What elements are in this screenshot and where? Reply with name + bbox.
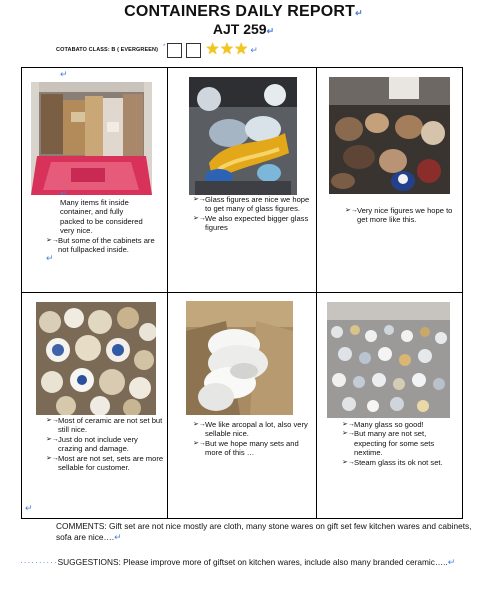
cell-4-text-1: Most of ceramic are not set but still nice. bbox=[58, 416, 163, 435]
grid-cell-4: ➢→ Most of ceramic are not set but still nice. ➢→ Just do not include very crazing and damage. ➢→ Most are not set, sets are more sellable for customer. ↵ bbox=[22, 292, 167, 519]
cell-5-text-2: But we hope many sets and more of this … bbox=[205, 438, 299, 458]
grid-cell-5: ➢→ We like arcopal a lot, also very sellable nice. ➢→ But we hope many sets and more of this … bbox=[167, 292, 316, 519]
cell-6-text-3: Steam glass its ok not set. bbox=[354, 457, 443, 467]
cell-2-text-1: Glass figures are nice we hope to get many of glass figures. bbox=[205, 195, 310, 214]
cell-1-text-2: But some of the cabinets are not fullpacked inside. bbox=[58, 235, 155, 255]
cell-3-text-1: Very nice figures we hope to get more like this. bbox=[357, 206, 453, 225]
class-row: COTABATO CLASS: B ( EVERGREEN) * ★★★ ↵ bbox=[56, 41, 258, 58]
comments-paragraph: COMMENTS: Gift set are not nice mostly are cloth, many stone wares on gift set few kitchen wares and cabinets, sofa are nice….↵ bbox=[56, 521, 472, 542]
star-rating-icon: ★★★ bbox=[205, 41, 249, 58]
ceramic-plates-photo bbox=[36, 302, 156, 415]
report-title: CONTAINERS DAILY REPORT↵ bbox=[124, 3, 363, 20]
photo-grid bbox=[21, 67, 463, 519]
cell-5-text-1: We like arcopal a lot, also very sellable nice. bbox=[205, 420, 308, 439]
figurines-photo bbox=[329, 77, 450, 194]
cell-2-text-2: We also expected bigger glass figures bbox=[205, 213, 309, 233]
steam-glass-photo bbox=[327, 302, 450, 418]
cell-6-text-1: Many glass so good! bbox=[354, 420, 424, 429]
cell-4-text-2: Just do not include very crazing and damage. bbox=[58, 434, 138, 454]
checkbox-1[interactable] bbox=[167, 43, 182, 58]
cell-1-text-1: Many items fit inside container, and fully packed to be considered very nice. bbox=[60, 198, 143, 236]
grid-cell-1: ↵ ↵ Many items fit inside container, and fully packed to be considered very nice. ➢→ But some of the cabinets are not fullpacked inside. ↵ bbox=[22, 68, 167, 292]
glass-figures-photo bbox=[189, 77, 297, 195]
grid-cell-2: ➢→ Glass figures are nice we hope to get many of glass figures. ➢→ We also expected bigger glass figures bbox=[167, 68, 316, 292]
suggestions-paragraph: ··········SUGGESTIONS: Please improve more of giftset on kitchen wares, include also many branded ceramic…..↵ bbox=[20, 557, 456, 567]
grid-cell-3: ➢→ Very nice figures we hope to get more like this. bbox=[316, 68, 463, 292]
cell-6-text-2: But many are not set, expecting for some sets nextime. bbox=[354, 429, 435, 458]
truck-container-photo bbox=[31, 82, 152, 195]
checkbox-2[interactable] bbox=[186, 43, 201, 58]
report-subtitle: AJT 259↵ bbox=[212, 21, 275, 37]
cell-4-text-3: Most are not set, sets are more sellable for customer. bbox=[58, 453, 164, 473]
grid-cell-6: ➢→ Many glass so good! ➢→ But many are not set, expecting for some sets nextime. ➢→ Steam glass its ok not set. bbox=[316, 292, 463, 519]
arcopal-dishes-photo bbox=[186, 301, 293, 415]
class-label: COTABATO CLASS: B ( EVERGREEN) bbox=[56, 47, 159, 53]
